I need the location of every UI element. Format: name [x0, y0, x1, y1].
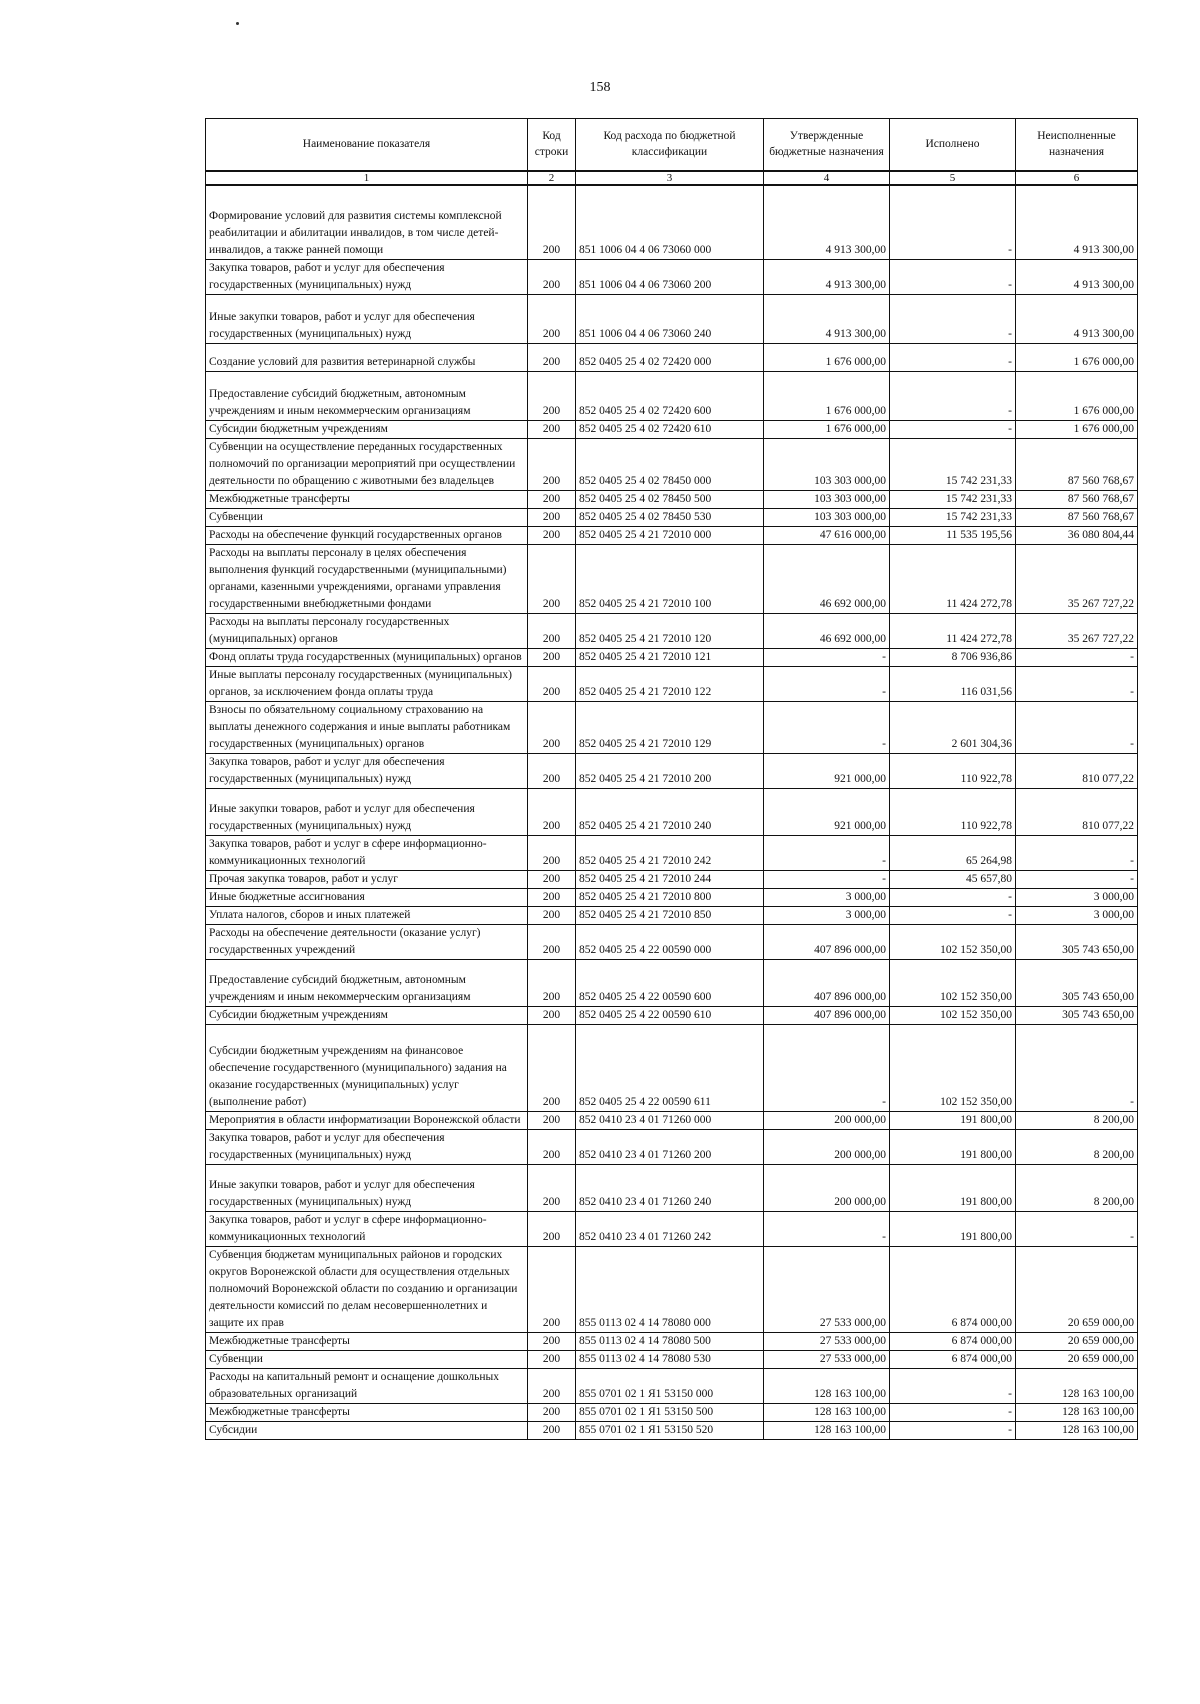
- row-executed: -: [890, 371, 1016, 420]
- row-unexecuted: 35 267 727,22: [1016, 613, 1138, 648]
- row-approved: 128 163 100,00: [764, 1421, 890, 1439]
- row-executed: 110 922,78: [890, 753, 1016, 788]
- row-name: Предоставление субсидий бюджетным, автономным учреждениям и иным некоммерческим организациям: [206, 959, 528, 1006]
- row-budget-code: 852 0405 25 4 22 00590 000: [576, 924, 764, 959]
- row-executed: -: [890, 888, 1016, 906]
- row-name: Иные выплаты персоналу государственных (муниципальных) органов, за исключением фонда оплаты труда: [206, 666, 528, 701]
- row-executed: 11 424 272,78: [890, 613, 1016, 648]
- row-approved: -: [764, 1024, 890, 1111]
- row-budget-code: 855 0113 02 4 14 78080 000: [576, 1246, 764, 1332]
- row-line-code: 200: [528, 371, 576, 420]
- row-executed: 102 152 350,00: [890, 959, 1016, 1006]
- table-row: [206, 701, 1138, 753]
- row-name: Субсидии бюджетным учреждениям: [206, 1006, 528, 1024]
- row-line-code: 200: [528, 870, 576, 888]
- row-executed: 11 535 195,56: [890, 526, 1016, 544]
- row-line-code: 200: [528, 1211, 576, 1246]
- table-row: [206, 544, 1138, 613]
- row-unexecuted: 35 267 727,22: [1016, 544, 1138, 613]
- row-executed: -: [890, 1368, 1016, 1403]
- row-approved: 921 000,00: [764, 753, 890, 788]
- row-approved: 921 000,00: [764, 788, 890, 835]
- row-line-code: 200: [528, 1421, 576, 1439]
- row-budget-code: 852 0405 25 4 22 00590 600: [576, 959, 764, 1006]
- row-name: Расходы на обеспечение функций государственных органов: [206, 526, 528, 544]
- row-line-code: 200: [528, 294, 576, 343]
- table-row: [206, 924, 1138, 959]
- row-line-code: 200: [528, 1368, 576, 1403]
- row-approved: 1 676 000,00: [764, 343, 890, 371]
- row-line-code: 200: [528, 906, 576, 924]
- row-unexecuted: 4 913 300,00: [1016, 259, 1138, 294]
- row-name: Расходы на выплаты персоналу государственных (муниципальных) органов: [206, 613, 528, 648]
- row-approved: 3 000,00: [764, 888, 890, 906]
- row-name: Закупка товаров, работ и услуг в сфере информационно-коммуникационных технологий: [206, 835, 528, 870]
- row-unexecuted: 20 659 000,00: [1016, 1350, 1138, 1368]
- row-budget-code: 851 1006 04 4 06 73060 000: [576, 185, 764, 260]
- row-budget-code: 852 0405 25 4 02 72420 600: [576, 371, 764, 420]
- row-executed: 110 922,78: [890, 788, 1016, 835]
- row-line-code: 200: [528, 1024, 576, 1111]
- row-unexecuted: -: [1016, 1211, 1138, 1246]
- header-approved: Утвержденные бюджетные назначения: [764, 119, 890, 171]
- column-number: 3: [576, 171, 764, 185]
- row-name: Формирование условий для развития системы комплексной реабилитации и абилитации инвалидов, в том числе детей-инвалидов, а также ранней помощи: [206, 185, 528, 260]
- table-row: [206, 508, 1138, 526]
- row-budget-code: 852 0405 25 4 21 72010 240: [576, 788, 764, 835]
- table-row: [206, 753, 1138, 788]
- row-budget-code: 852 0405 25 4 22 00590 610: [576, 1006, 764, 1024]
- row-line-code: 200: [528, 508, 576, 526]
- row-budget-code: 851 1006 04 4 06 73060 240: [576, 294, 764, 343]
- row-budget-code: 852 0405 25 4 22 00590 611: [576, 1024, 764, 1111]
- row-approved: 46 692 000,00: [764, 613, 890, 648]
- table-row: [206, 888, 1138, 906]
- row-unexecuted: -: [1016, 870, 1138, 888]
- table-row: [206, 490, 1138, 508]
- row-line-code: 200: [528, 1111, 576, 1129]
- table-row: [206, 906, 1138, 924]
- row-approved: 407 896 000,00: [764, 959, 890, 1006]
- row-name: Предоставление субсидий бюджетным, автономным учреждениям и иным некоммерческим организациям: [206, 371, 528, 420]
- row-executed: -: [890, 906, 1016, 924]
- row-approved: -: [764, 701, 890, 753]
- table-row: [206, 1350, 1138, 1368]
- row-line-code: 200: [528, 666, 576, 701]
- row-unexecuted: 36 080 804,44: [1016, 526, 1138, 544]
- table-row: [206, 1006, 1138, 1024]
- table-row: [206, 371, 1138, 420]
- row-name: Расходы на выплаты персоналу в целях обеспечения выполнения функций государственными (муниципальными) органами, казенными учреждениями, органами управления государственными внебюджетными фондами: [206, 544, 528, 613]
- row-budget-code: 852 0405 25 4 02 78450 530: [576, 508, 764, 526]
- row-line-code: 200: [528, 1350, 576, 1368]
- row-executed: 15 742 231,33: [890, 438, 1016, 490]
- table-row: [206, 1024, 1138, 1111]
- row-unexecuted: 87 560 768,67: [1016, 508, 1138, 526]
- row-line-code: 200: [528, 788, 576, 835]
- row-name: Закупка товаров, работ и услуг для обеспечения государственных (муниципальных) нужд: [206, 259, 528, 294]
- row-approved: 4 913 300,00: [764, 185, 890, 260]
- row-approved: 200 000,00: [764, 1164, 890, 1211]
- row-line-code: 200: [528, 185, 576, 260]
- row-unexecuted: 8 200,00: [1016, 1129, 1138, 1164]
- row-line-code: 200: [528, 701, 576, 753]
- row-approved: 27 533 000,00: [764, 1246, 890, 1332]
- row-name: Создание условий для развития ветеринарной службы: [206, 343, 528, 371]
- row-approved: 4 913 300,00: [764, 294, 890, 343]
- row-approved: 128 163 100,00: [764, 1403, 890, 1421]
- row-unexecuted: 128 163 100,00: [1016, 1403, 1138, 1421]
- row-unexecuted: 305 743 650,00: [1016, 924, 1138, 959]
- row-unexecuted: 87 560 768,67: [1016, 490, 1138, 508]
- row-executed: 2 601 304,36: [890, 701, 1016, 753]
- table-row: [206, 1403, 1138, 1421]
- row-executed: -: [890, 294, 1016, 343]
- table-row: [206, 1129, 1138, 1164]
- row-executed: 116 031,56: [890, 666, 1016, 701]
- row-budget-code: 855 0701 02 1 Я1 53150 520: [576, 1421, 764, 1439]
- row-name: Субвенции: [206, 1350, 528, 1368]
- row-unexecuted: 305 743 650,00: [1016, 1006, 1138, 1024]
- row-executed: -: [890, 259, 1016, 294]
- table-row: [206, 294, 1138, 343]
- row-executed: 65 264,98: [890, 835, 1016, 870]
- row-name: Взносы по обязательному социальному страхованию на выплаты денежного содержания и иные выплаты работникам государственных (муниципальных) органов: [206, 701, 528, 753]
- row-name: Субвенции на осуществление переданных государственных полномочий по организации мероприятий при осуществлении деятельности по обращению с животными без владельцев: [206, 438, 528, 490]
- row-name: Субвенция бюджетам муниципальных районов и городских округов Воронежской области для осуществления отдельных полномочий Воронежской области по созданию и организации деятельности комиссий по делам несовершеннолетних и защите их прав: [206, 1246, 528, 1332]
- row-line-code: 200: [528, 1164, 576, 1211]
- row-budget-code: 852 0405 25 4 02 78450 500: [576, 490, 764, 508]
- row-executed: 11 424 272,78: [890, 544, 1016, 613]
- header-name: Наименование показателя: [206, 119, 528, 171]
- row-unexecuted: 3 000,00: [1016, 906, 1138, 924]
- table-row: [206, 666, 1138, 701]
- row-unexecuted: 8 200,00: [1016, 1164, 1138, 1211]
- page-number: 158: [589, 80, 611, 95]
- row-unexecuted: 305 743 650,00: [1016, 959, 1138, 1006]
- row-unexecuted: 1 676 000,00: [1016, 371, 1138, 420]
- table-row: [206, 870, 1138, 888]
- row-unexecuted: 1 676 000,00: [1016, 420, 1138, 438]
- row-name: Иные бюджетные ассигнования: [206, 888, 528, 906]
- row-budget-code: 855 0701 02 1 Я1 53150 000: [576, 1368, 764, 1403]
- row-name: Уплата налогов, сборов и иных платежей: [206, 906, 528, 924]
- row-budget-code: 852 0410 23 4 01 71260 242: [576, 1211, 764, 1246]
- column-number: 4: [764, 171, 890, 185]
- row-approved: 103 303 000,00: [764, 508, 890, 526]
- row-name: Субвенции: [206, 508, 528, 526]
- row-approved: 1 676 000,00: [764, 420, 890, 438]
- row-unexecuted: -: [1016, 666, 1138, 701]
- row-approved: -: [764, 666, 890, 701]
- row-budget-code: 852 0405 25 4 02 72420 000: [576, 343, 764, 371]
- row-budget-code: 855 0701 02 1 Я1 53150 500: [576, 1403, 764, 1421]
- row-budget-code: 852 0405 25 4 21 72010 200: [576, 753, 764, 788]
- table-row: [206, 1421, 1138, 1439]
- row-executed: -: [890, 1421, 1016, 1439]
- row-name: Иные закупки товаров, работ и услуг для обеспечения государственных (муниципальных) нужд: [206, 294, 528, 343]
- row-budget-code: 852 0405 25 4 21 72010 244: [576, 870, 764, 888]
- table-row: [206, 1211, 1138, 1246]
- row-budget-code: 852 0405 25 4 02 72420 610: [576, 420, 764, 438]
- table-row: [206, 259, 1138, 294]
- row-approved: 27 533 000,00: [764, 1350, 890, 1368]
- row-name: Закупка товаров, работ и услуг для обеспечения государственных (муниципальных) нужд: [206, 1129, 528, 1164]
- row-unexecuted: 1 676 000,00: [1016, 343, 1138, 371]
- header-budget-code: Код расхода по бюджетной классификации: [576, 119, 764, 171]
- row-name: Субсидии бюджетным учреждениям на финансовое обеспечение государственного (муниципального) задания на оказание государственных (муниципальных) услуг (выполнение работ): [206, 1024, 528, 1111]
- row-executed: -: [890, 343, 1016, 371]
- row-unexecuted: 20 659 000,00: [1016, 1246, 1138, 1332]
- table-row: [206, 1368, 1138, 1403]
- row-line-code: 200: [528, 648, 576, 666]
- row-unexecuted: -: [1016, 701, 1138, 753]
- row-executed: 102 152 350,00: [890, 924, 1016, 959]
- row-name: Прочая закупка товаров, работ и услуг: [206, 870, 528, 888]
- row-name: Межбюджетные трансферты: [206, 490, 528, 508]
- row-line-code: 200: [528, 259, 576, 294]
- header-executed: Исполнено: [890, 119, 1016, 171]
- row-budget-code: 852 0405 25 4 21 72010 000: [576, 526, 764, 544]
- row-unexecuted: 128 163 100,00: [1016, 1368, 1138, 1403]
- scan-speck: [236, 22, 239, 25]
- row-budget-code: 852 0405 25 4 21 72010 129: [576, 701, 764, 753]
- row-executed: 191 800,00: [890, 1129, 1016, 1164]
- table-row: [206, 648, 1138, 666]
- row-budget-code: 852 0405 25 4 21 72010 100: [576, 544, 764, 613]
- row-executed: 6 874 000,00: [890, 1350, 1016, 1368]
- table-row: [206, 438, 1138, 490]
- row-approved: 103 303 000,00: [764, 490, 890, 508]
- table-row: [206, 526, 1138, 544]
- row-budget-code: 852 0405 25 4 21 72010 121: [576, 648, 764, 666]
- row-approved: -: [764, 648, 890, 666]
- row-line-code: 200: [528, 1332, 576, 1350]
- row-approved: -: [764, 870, 890, 888]
- table-row: [206, 1246, 1138, 1332]
- row-line-code: 200: [528, 924, 576, 959]
- table-row: [206, 343, 1138, 371]
- row-name: Расходы на капитальный ремонт и оснащение дошкольных образовательных организаций: [206, 1368, 528, 1403]
- table-row: [206, 959, 1138, 1006]
- table-row: [206, 420, 1138, 438]
- budget-execution-table: [205, 118, 1138, 1440]
- row-approved: 47 616 000,00: [764, 526, 890, 544]
- row-name: Межбюджетные трансферты: [206, 1403, 528, 1421]
- row-executed: 15 742 231,33: [890, 508, 1016, 526]
- row-line-code: 200: [528, 835, 576, 870]
- row-approved: -: [764, 1211, 890, 1246]
- row-unexecuted: 4 913 300,00: [1016, 294, 1138, 343]
- row-line-code: 200: [528, 438, 576, 490]
- row-executed: 6 874 000,00: [890, 1332, 1016, 1350]
- row-budget-code: 852 0405 25 4 02 78450 000: [576, 438, 764, 490]
- row-executed: 102 152 350,00: [890, 1006, 1016, 1024]
- row-executed: -: [890, 1403, 1016, 1421]
- row-unexecuted: 810 077,22: [1016, 753, 1138, 788]
- row-budget-code: 852 0410 23 4 01 71260 000: [576, 1111, 764, 1129]
- row-name: Иные закупки товаров, работ и услуг для обеспечения государственных (муниципальных) нужд: [206, 788, 528, 835]
- row-approved: 128 163 100,00: [764, 1368, 890, 1403]
- row-budget-code: 851 1006 04 4 06 73060 200: [576, 259, 764, 294]
- row-unexecuted: 3 000,00: [1016, 888, 1138, 906]
- row-approved: 3 000,00: [764, 906, 890, 924]
- row-executed: -: [890, 420, 1016, 438]
- row-approved: 200 000,00: [764, 1129, 890, 1164]
- row-unexecuted: 20 659 000,00: [1016, 1332, 1138, 1350]
- row-approved: 4 913 300,00: [764, 259, 890, 294]
- row-unexecuted: 87 560 768,67: [1016, 438, 1138, 490]
- table-body: [206, 185, 1138, 1440]
- row-line-code: 200: [528, 959, 576, 1006]
- row-unexecuted: -: [1016, 1024, 1138, 1111]
- row-budget-code: 855 0113 02 4 14 78080 530: [576, 1350, 764, 1368]
- row-unexecuted: 8 200,00: [1016, 1111, 1138, 1129]
- row-budget-code: 852 0410 23 4 01 71260 240: [576, 1164, 764, 1211]
- column-number: 2: [528, 171, 576, 185]
- table-row: [206, 1111, 1138, 1129]
- column-number: 6: [1016, 171, 1138, 185]
- row-approved: -: [764, 835, 890, 870]
- row-approved: 27 533 000,00: [764, 1332, 890, 1350]
- row-name: Субсидии бюджетным учреждениям: [206, 420, 528, 438]
- table-row: [206, 835, 1138, 870]
- row-budget-code: 852 0405 25 4 21 72010 242: [576, 835, 764, 870]
- row-budget-code: 852 0405 25 4 21 72010 120: [576, 613, 764, 648]
- row-approved: 200 000,00: [764, 1111, 890, 1129]
- row-executed: -: [890, 185, 1016, 260]
- table-row: [206, 788, 1138, 835]
- header-line-code: Код строки: [528, 119, 576, 171]
- row-executed: 191 800,00: [890, 1211, 1016, 1246]
- row-unexecuted: -: [1016, 648, 1138, 666]
- row-budget-code: 852 0410 23 4 01 71260 200: [576, 1129, 764, 1164]
- row-name: Расходы на обеспечение деятельности (оказание услуг) государственных учреждений: [206, 924, 528, 959]
- column-number: 1: [206, 171, 528, 185]
- row-executed: 6 874 000,00: [890, 1246, 1016, 1332]
- row-unexecuted: 4 913 300,00: [1016, 185, 1138, 260]
- row-name: Закупка товаров, работ и услуг для обеспечения государственных (муниципальных) нужд: [206, 753, 528, 788]
- row-name: Иные закупки товаров, работ и услуг для обеспечения государственных (муниципальных) нужд: [206, 1164, 528, 1211]
- row-unexecuted: -: [1016, 835, 1138, 870]
- row-approved: 1 676 000,00: [764, 371, 890, 420]
- row-line-code: 200: [528, 420, 576, 438]
- row-budget-code: 852 0405 25 4 21 72010 122: [576, 666, 764, 701]
- row-line-code: 200: [528, 753, 576, 788]
- row-name: Субсидии: [206, 1421, 528, 1439]
- row-executed: 8 706 936,86: [890, 648, 1016, 666]
- row-executed: 45 657,80: [890, 870, 1016, 888]
- row-budget-code: 852 0405 25 4 21 72010 800: [576, 888, 764, 906]
- row-line-code: 200: [528, 1246, 576, 1332]
- row-line-code: 200: [528, 544, 576, 613]
- table-row: [206, 1332, 1138, 1350]
- header-unexecuted: Неисполненные назначения: [1016, 119, 1138, 171]
- row-line-code: 200: [528, 490, 576, 508]
- row-unexecuted: 810 077,22: [1016, 788, 1138, 835]
- row-name: Фонд оплаты труда государственных (муниципальных) органов: [206, 648, 528, 666]
- row-executed: 191 800,00: [890, 1164, 1016, 1211]
- row-name: Закупка товаров, работ и услуг в сфере информационно-коммуникационных технологий: [206, 1211, 528, 1246]
- row-approved: 103 303 000,00: [764, 438, 890, 490]
- table-row: [206, 613, 1138, 648]
- row-executed: 191 800,00: [890, 1111, 1016, 1129]
- column-number: 5: [890, 171, 1016, 185]
- table-row: [206, 1164, 1138, 1211]
- row-name: Межбюджетные трансферты: [206, 1332, 528, 1350]
- row-executed: 15 742 231,33: [890, 490, 1016, 508]
- row-line-code: 200: [528, 1006, 576, 1024]
- row-budget-code: 855 0113 02 4 14 78080 500: [576, 1332, 764, 1350]
- row-line-code: 200: [528, 613, 576, 648]
- row-unexecuted: 128 163 100,00: [1016, 1421, 1138, 1439]
- row-line-code: 200: [528, 888, 576, 906]
- row-line-code: 200: [528, 343, 576, 371]
- row-line-code: 200: [528, 526, 576, 544]
- row-approved: 46 692 000,00: [764, 544, 890, 613]
- table-row: [206, 185, 1138, 260]
- row-approved: 407 896 000,00: [764, 924, 890, 959]
- row-line-code: 200: [528, 1129, 576, 1164]
- row-executed: 102 152 350,00: [890, 1024, 1016, 1111]
- row-name: Мероприятия в области информатизации Воронежской области: [206, 1111, 528, 1129]
- row-budget-code: 852 0405 25 4 21 72010 850: [576, 906, 764, 924]
- row-line-code: 200: [528, 1403, 576, 1421]
- row-approved: 407 896 000,00: [764, 1006, 890, 1024]
